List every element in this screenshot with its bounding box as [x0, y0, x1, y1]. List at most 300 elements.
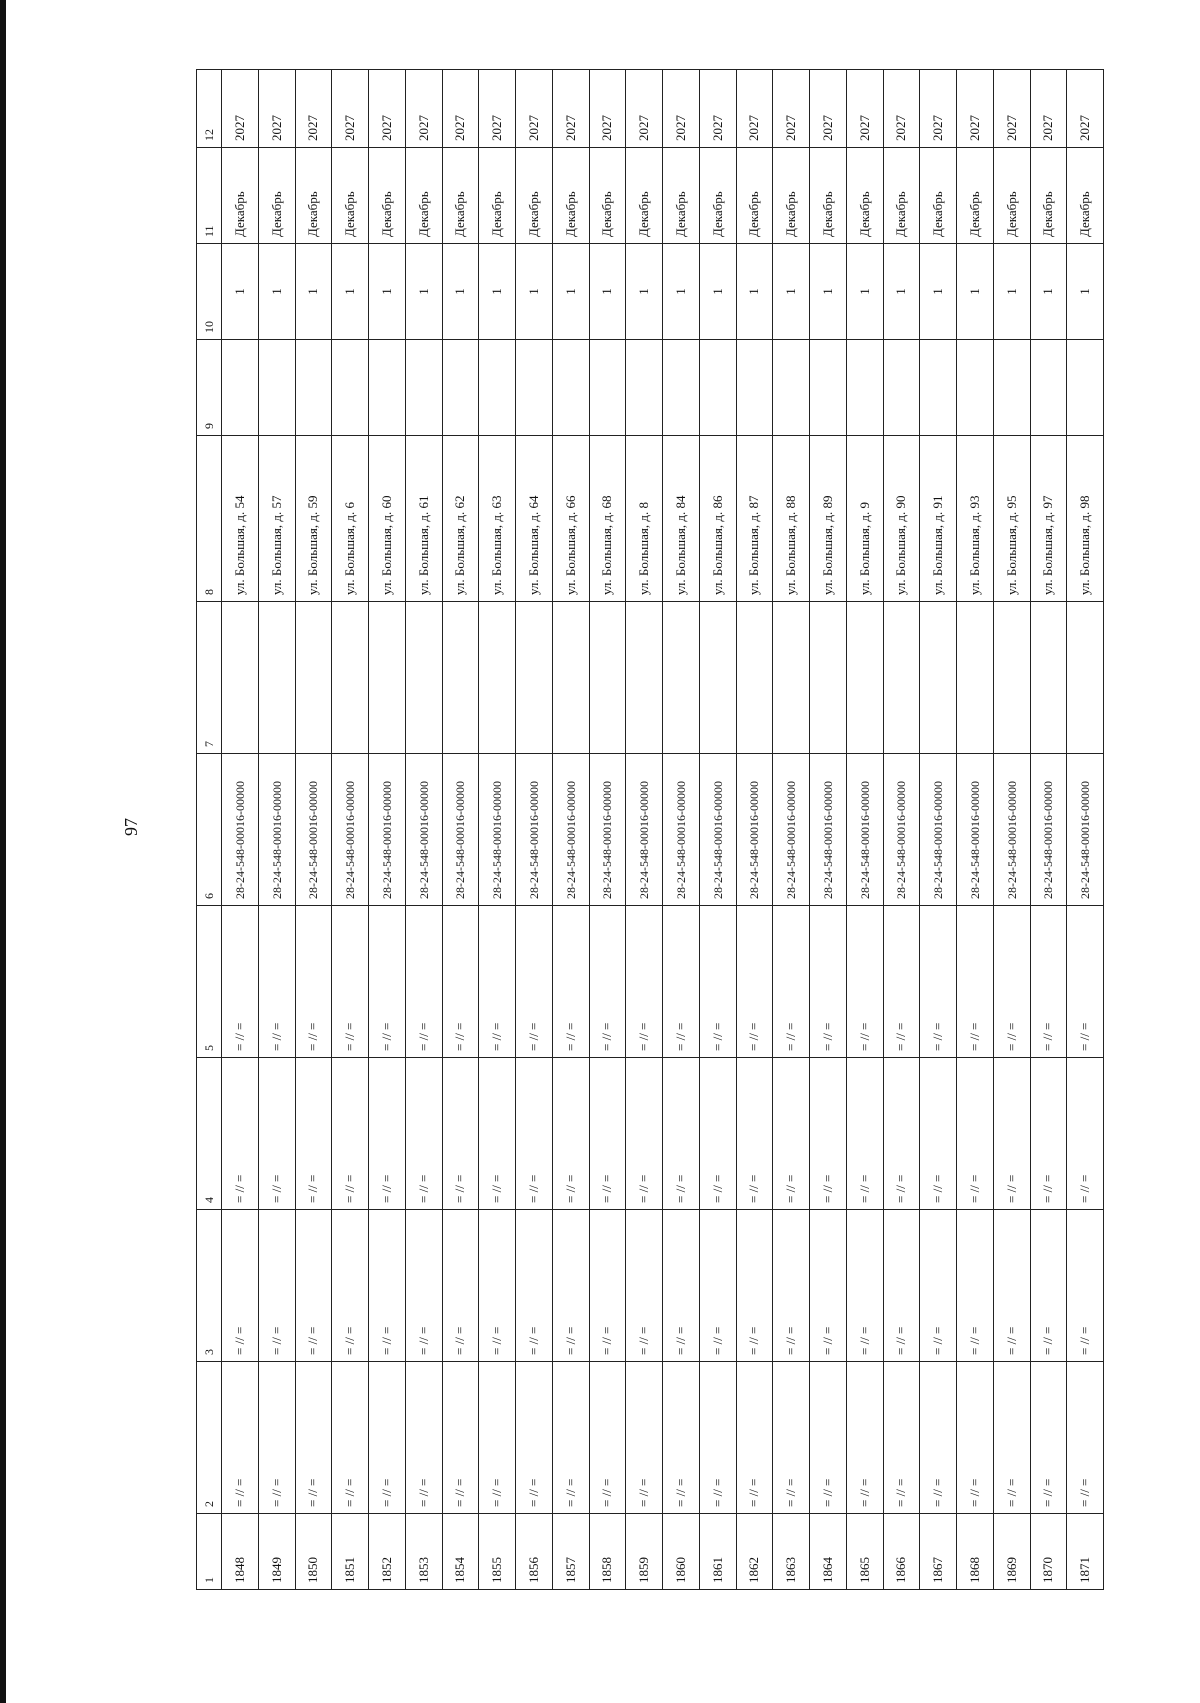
address-cell: ул. Большая, д. 98 [1067, 436, 1104, 602]
ditto-cell-2: = // = [663, 1362, 700, 1514]
row-number-cell: 1858 [589, 1514, 626, 1590]
month-cell: Декабрь [626, 148, 663, 244]
ditto-cell-5: = // = [552, 906, 589, 1058]
cadastral-code-cell: 28-24-548-00016-00000 [258, 754, 295, 906]
ditto-cell-5: = // = [1030, 906, 1067, 1058]
empty-cell-9 [1030, 340, 1067, 436]
cadastral-code-cell: 28-24-548-00016-00000 [846, 754, 883, 906]
empty-cell-7 [589, 602, 626, 754]
column-header-2: 2 [197, 1362, 222, 1514]
year-cell: 2027 [295, 70, 332, 148]
row-number-cell: 1861 [699, 1514, 736, 1590]
ditto-cell-2: = // = [1030, 1362, 1067, 1514]
empty-cell-7 [663, 602, 700, 754]
empty-cell-9 [883, 340, 920, 436]
scan-edge [0, 0, 6, 1703]
table-row [222, 70, 259, 1590]
year-cell: 2027 [516, 70, 553, 148]
address-cell: ул. Большая, д. 90 [883, 436, 920, 602]
address-cell: ул. Большая, д. 54 [222, 436, 259, 602]
count-cell: 1 [258, 244, 295, 340]
address-cell: ул. Большая, д. 84 [663, 436, 700, 602]
year-cell: 2027 [920, 70, 957, 148]
table-row [332, 70, 369, 1590]
empty-cell-7 [332, 602, 369, 754]
register-table [196, 69, 1104, 1590]
ditto-cell-2: = // = [405, 1362, 442, 1514]
year-cell: 2027 [369, 70, 406, 148]
address-cell: ул. Большая, д. 9 [846, 436, 883, 602]
page-number: 97 [121, 818, 141, 836]
ditto-cell-2: = // = [222, 1362, 259, 1514]
year-cell: 2027 [552, 70, 589, 148]
cadastral-code-cell: 28-24-548-00016-00000 [295, 754, 332, 906]
count-cell: 1 [405, 244, 442, 340]
ditto-cell-3: = // = [295, 1210, 332, 1362]
ditto-cell-3: = // = [810, 1210, 847, 1362]
count-cell: 1 [810, 244, 847, 340]
ditto-cell-3: = // = [993, 1210, 1030, 1362]
year-cell: 2027 [736, 70, 773, 148]
month-cell: Декабрь [552, 148, 589, 244]
ditto-cell-3: = // = [332, 1210, 369, 1362]
cadastral-code-cell: 28-24-548-00016-00000 [442, 754, 479, 906]
row-number-cell: 1868 [957, 1514, 994, 1590]
address-cell: ул. Большая, д. 95 [993, 436, 1030, 602]
empty-cell-7 [736, 602, 773, 754]
ditto-cell-2: = // = [626, 1362, 663, 1514]
column-header-1: 1 [197, 1514, 222, 1590]
count-cell: 1 [332, 244, 369, 340]
cadastral-code-cell: 28-24-548-00016-00000 [332, 754, 369, 906]
address-cell: ул. Большая, д. 68 [589, 436, 626, 602]
month-cell: Декабрь [516, 148, 553, 244]
empty-cell-9 [405, 340, 442, 436]
table-row [589, 70, 626, 1590]
row-number-cell: 1855 [479, 1514, 516, 1590]
cadastral-code-cell: 28-24-548-00016-00000 [883, 754, 920, 906]
cadastral-code-cell: 28-24-548-00016-00000 [736, 754, 773, 906]
year-cell: 2027 [883, 70, 920, 148]
empty-cell-9 [773, 340, 810, 436]
empty-cell-9 [589, 340, 626, 436]
month-cell: Декабрь [736, 148, 773, 244]
ditto-cell-4: = // = [663, 1058, 700, 1210]
table-row [957, 70, 994, 1590]
ditto-cell-2: = // = [442, 1362, 479, 1514]
header-row [197, 70, 222, 1590]
ditto-cell-2: = // = [846, 1362, 883, 1514]
empty-cell-7 [773, 602, 810, 754]
count-cell: 1 [626, 244, 663, 340]
ditto-cell-3: = // = [883, 1210, 920, 1362]
address-cell: ул. Большая, д. 6 [332, 436, 369, 602]
ditto-cell-4: = // = [1030, 1058, 1067, 1210]
empty-cell-9 [810, 340, 847, 436]
row-number-cell: 1849 [258, 1514, 295, 1590]
count-cell: 1 [993, 244, 1030, 340]
empty-cell-9 [663, 340, 700, 436]
ditto-cell-2: = // = [736, 1362, 773, 1514]
ditto-cell-5: = // = [883, 906, 920, 1058]
ditto-cell-4: = // = [258, 1058, 295, 1210]
count-cell: 1 [552, 244, 589, 340]
cadastral-code-cell: 28-24-548-00016-00000 [1067, 754, 1104, 906]
ditto-cell-4: = // = [442, 1058, 479, 1210]
row-number-cell: 1871 [1067, 1514, 1104, 1590]
month-cell: Декабрь [589, 148, 626, 244]
count-cell: 1 [589, 244, 626, 340]
cadastral-code-cell: 28-24-548-00016-00000 [369, 754, 406, 906]
cadastral-code-cell: 28-24-548-00016-00000 [222, 754, 259, 906]
ditto-cell-2: = // = [920, 1362, 957, 1514]
empty-cell-9 [369, 340, 406, 436]
cadastral-code-cell: 28-24-548-00016-00000 [626, 754, 663, 906]
ditto-cell-5: = // = [957, 906, 994, 1058]
empty-cell-7 [516, 602, 553, 754]
table-row [369, 70, 406, 1590]
count-cell: 1 [516, 244, 553, 340]
year-cell: 2027 [1030, 70, 1067, 148]
empty-cell-7 [957, 602, 994, 754]
year-cell: 2027 [663, 70, 700, 148]
empty-cell-9 [1067, 340, 1104, 436]
table-row [258, 70, 295, 1590]
ditto-cell-3: = // = [405, 1210, 442, 1362]
cadastral-code-cell: 28-24-548-00016-00000 [957, 754, 994, 906]
month-cell: Декабрь [222, 148, 259, 244]
ditto-cell-4: = // = [552, 1058, 589, 1210]
cadastral-code-cell: 28-24-548-00016-00000 [405, 754, 442, 906]
year-cell: 2027 [810, 70, 847, 148]
ditto-cell-5: = // = [222, 906, 259, 1058]
column-header-5: 5 [197, 906, 222, 1058]
ditto-cell-5: = // = [258, 906, 295, 1058]
month-cell: Декабрь [920, 148, 957, 244]
cadastral-code-cell: 28-24-548-00016-00000 [1030, 754, 1067, 906]
count-cell: 1 [663, 244, 700, 340]
table-row [442, 70, 479, 1590]
cadastral-code-cell: 28-24-548-00016-00000 [479, 754, 516, 906]
empty-cell-7 [846, 602, 883, 754]
empty-cell-9 [699, 340, 736, 436]
empty-cell-7 [993, 602, 1030, 754]
month-cell: Декабрь [663, 148, 700, 244]
row-number-cell: 1865 [846, 1514, 883, 1590]
row-number-cell: 1860 [663, 1514, 700, 1590]
address-cell: ул. Большая, д. 88 [773, 436, 810, 602]
empty-cell-9 [332, 340, 369, 436]
year-cell: 2027 [589, 70, 626, 148]
ditto-cell-4: = // = [993, 1058, 1030, 1210]
ditto-cell-4: = // = [957, 1058, 994, 1210]
count-cell: 1 [920, 244, 957, 340]
ditto-cell-5: = // = [442, 906, 479, 1058]
year-cell: 2027 [222, 70, 259, 148]
year-cell: 2027 [626, 70, 663, 148]
empty-cell-7 [810, 602, 847, 754]
ditto-cell-3: = // = [846, 1210, 883, 1362]
ditto-cell-4: = // = [405, 1058, 442, 1210]
year-cell: 2027 [332, 70, 369, 148]
address-cell: ул. Большая, д. 57 [258, 436, 295, 602]
ditto-cell-3: = // = [957, 1210, 994, 1362]
ditto-cell-4: = // = [626, 1058, 663, 1210]
table-row [516, 70, 553, 1590]
month-cell: Декабрь [479, 148, 516, 244]
ditto-cell-3: = // = [589, 1210, 626, 1362]
month-cell: Декабрь [1030, 148, 1067, 244]
ditto-cell-5: = // = [920, 906, 957, 1058]
month-cell: Декабрь [957, 148, 994, 244]
empty-cell-7 [369, 602, 406, 754]
row-number-cell: 1867 [920, 1514, 957, 1590]
column-header-10: 10 [197, 244, 222, 340]
address-cell: ул. Большая, д. 91 [920, 436, 957, 602]
month-cell: Декабрь [332, 148, 369, 244]
count-cell: 1 [846, 244, 883, 340]
ditto-cell-5: = // = [479, 906, 516, 1058]
table-body [222, 70, 1104, 1590]
address-cell: ул. Большая, д. 87 [736, 436, 773, 602]
empty-cell-7 [699, 602, 736, 754]
year-cell: 2027 [699, 70, 736, 148]
ditto-cell-3: = // = [736, 1210, 773, 1362]
ditto-cell-2: = // = [479, 1362, 516, 1514]
cadastral-code-cell: 28-24-548-00016-00000 [589, 754, 626, 906]
count-cell: 1 [442, 244, 479, 340]
count-cell: 1 [883, 244, 920, 340]
ditto-cell-4: = // = [773, 1058, 810, 1210]
cadastral-code-cell: 28-24-548-00016-00000 [993, 754, 1030, 906]
ditto-cell-5: = // = [295, 906, 332, 1058]
month-cell: Декабрь [810, 148, 847, 244]
ditto-cell-3: = // = [222, 1210, 259, 1362]
column-header-3: 3 [197, 1210, 222, 1362]
count-cell: 1 [222, 244, 259, 340]
count-cell: 1 [479, 244, 516, 340]
rotated-table-container [196, 70, 1104, 1590]
row-number-cell: 1863 [773, 1514, 810, 1590]
year-cell: 2027 [846, 70, 883, 148]
ditto-cell-5: = // = [993, 906, 1030, 1058]
address-cell: ул. Большая, д. 62 [442, 436, 479, 602]
ditto-cell-5: = // = [663, 906, 700, 1058]
column-header-11: 11 [197, 148, 222, 244]
ditto-cell-3: = // = [699, 1210, 736, 1362]
table-header [197, 70, 222, 1590]
empty-cell-9 [846, 340, 883, 436]
count-cell: 1 [295, 244, 332, 340]
table-row [699, 70, 736, 1590]
address-cell: ул. Большая, д. 97 [1030, 436, 1067, 602]
count-cell: 1 [1030, 244, 1067, 340]
cadastral-code-cell: 28-24-548-00016-00000 [810, 754, 847, 906]
empty-cell-7 [552, 602, 589, 754]
empty-cell-7 [920, 602, 957, 754]
ditto-cell-2: = // = [810, 1362, 847, 1514]
year-cell: 2027 [442, 70, 479, 148]
ditto-cell-3: = // = [479, 1210, 516, 1362]
empty-cell-9 [222, 340, 259, 436]
table-row [552, 70, 589, 1590]
ditto-cell-4: = // = [332, 1058, 369, 1210]
table-row [993, 70, 1030, 1590]
ditto-cell-2: = // = [369, 1362, 406, 1514]
ditto-cell-5: = // = [589, 906, 626, 1058]
empty-cell-9 [258, 340, 295, 436]
ditto-cell-2: = // = [258, 1362, 295, 1514]
empty-cell-7 [258, 602, 295, 754]
ditto-cell-2: = // = [1067, 1362, 1104, 1514]
column-header-12: 12 [197, 70, 222, 148]
ditto-cell-4: = // = [699, 1058, 736, 1210]
column-header-8: 8 [197, 436, 222, 602]
row-number-cell: 1850 [295, 1514, 332, 1590]
column-header-9: 9 [197, 340, 222, 436]
row-number-cell: 1864 [810, 1514, 847, 1590]
ditto-cell-4: = // = [222, 1058, 259, 1210]
month-cell: Декабрь [773, 148, 810, 244]
cadastral-code-cell: 28-24-548-00016-00000 [699, 754, 736, 906]
ditto-cell-4: = // = [846, 1058, 883, 1210]
address-cell: ул. Большая, д. 60 [369, 436, 406, 602]
row-number-cell: 1848 [222, 1514, 259, 1590]
ditto-cell-4: = // = [516, 1058, 553, 1210]
column-header-4: 4 [197, 1058, 222, 1210]
count-cell: 1 [369, 244, 406, 340]
ditto-cell-5: = // = [736, 906, 773, 1058]
year-cell: 2027 [957, 70, 994, 148]
cadastral-code-cell: 28-24-548-00016-00000 [516, 754, 553, 906]
empty-cell-7 [295, 602, 332, 754]
empty-cell-7 [442, 602, 479, 754]
ditto-cell-2: = // = [883, 1362, 920, 1514]
address-cell: ул. Большая, д. 61 [405, 436, 442, 602]
ditto-cell-5: = // = [773, 906, 810, 1058]
table-row [479, 70, 516, 1590]
empty-cell-9 [442, 340, 479, 436]
address-cell: ул. Большая, д. 89 [810, 436, 847, 602]
row-number-cell: 1859 [626, 1514, 663, 1590]
table-row [736, 70, 773, 1590]
address-cell: ул. Большая, д. 66 [552, 436, 589, 602]
empty-cell-9 [295, 340, 332, 436]
ditto-cell-4: = // = [479, 1058, 516, 1210]
ditto-cell-3: = // = [1067, 1210, 1104, 1362]
ditto-cell-5: = // = [405, 906, 442, 1058]
table-row [846, 70, 883, 1590]
empty-cell-7 [405, 602, 442, 754]
address-cell: ул. Большая, д. 93 [957, 436, 994, 602]
ditto-cell-4: = // = [736, 1058, 773, 1210]
cadastral-code-cell: 28-24-548-00016-00000 [920, 754, 957, 906]
month-cell: Декабрь [442, 148, 479, 244]
empty-cell-9 [920, 340, 957, 436]
empty-cell-7 [626, 602, 663, 754]
count-cell: 1 [699, 244, 736, 340]
empty-cell-9 [516, 340, 553, 436]
column-header-7: 7 [197, 602, 222, 754]
empty-cell-9 [626, 340, 663, 436]
month-cell: Декабрь [258, 148, 295, 244]
month-cell: Декабрь [1067, 148, 1104, 244]
empty-cell-9 [736, 340, 773, 436]
ditto-cell-4: = // = [369, 1058, 406, 1210]
address-cell: ул. Большая, д. 64 [516, 436, 553, 602]
ditto-cell-4: = // = [1067, 1058, 1104, 1210]
ditto-cell-2: = // = [332, 1362, 369, 1514]
table-row [663, 70, 700, 1590]
month-cell: Декабрь [369, 148, 406, 244]
ditto-cell-5: = // = [369, 906, 406, 1058]
ditto-cell-2: = // = [773, 1362, 810, 1514]
ditto-cell-3: = // = [516, 1210, 553, 1362]
month-cell: Декабрь [699, 148, 736, 244]
row-number-cell: 1870 [1030, 1514, 1067, 1590]
ditto-cell-5: = // = [810, 906, 847, 1058]
ditto-cell-2: = // = [295, 1362, 332, 1514]
ditto-cell-4: = // = [295, 1058, 332, 1210]
empty-cell-7 [1030, 602, 1067, 754]
address-cell: ул. Большая, д. 63 [479, 436, 516, 602]
ditto-cell-3: = // = [258, 1210, 295, 1362]
ditto-cell-3: = // = [626, 1210, 663, 1362]
row-number-cell: 1851 [332, 1514, 369, 1590]
row-number-cell: 1869 [993, 1514, 1030, 1590]
row-number-cell: 1852 [369, 1514, 406, 1590]
table-row [773, 70, 810, 1590]
ditto-cell-3: = // = [442, 1210, 479, 1362]
empty-cell-9 [993, 340, 1030, 436]
row-number-cell: 1854 [442, 1514, 479, 1590]
year-cell: 2027 [479, 70, 516, 148]
ditto-cell-3: = // = [773, 1210, 810, 1362]
table-row [810, 70, 847, 1590]
ditto-cell-2: = // = [957, 1362, 994, 1514]
year-cell: 2027 [993, 70, 1030, 148]
cadastral-code-cell: 28-24-548-00016-00000 [552, 754, 589, 906]
table-row [920, 70, 957, 1590]
ditto-cell-3: = // = [369, 1210, 406, 1362]
ditto-cell-2: = // = [552, 1362, 589, 1514]
ditto-cell-5: = // = [846, 906, 883, 1058]
empty-cell-7 [883, 602, 920, 754]
ditto-cell-2: = // = [993, 1362, 1030, 1514]
ditto-cell-2: = // = [699, 1362, 736, 1514]
row-number-cell: 1857 [552, 1514, 589, 1590]
row-number-cell: 1856 [516, 1514, 553, 1590]
month-cell: Декабрь [883, 148, 920, 244]
count-cell: 1 [773, 244, 810, 340]
ditto-cell-5: = // = [516, 906, 553, 1058]
table-row [1030, 70, 1067, 1590]
ditto-cell-5: = // = [699, 906, 736, 1058]
table-row [405, 70, 442, 1590]
year-cell: 2027 [1067, 70, 1104, 148]
month-cell: Декабрь [846, 148, 883, 244]
address-cell: ул. Большая, д. 8 [626, 436, 663, 602]
empty-cell-9 [957, 340, 994, 436]
row-number-cell: 1866 [883, 1514, 920, 1590]
empty-cell-7 [1067, 602, 1104, 754]
ditto-cell-3: = // = [920, 1210, 957, 1362]
year-cell: 2027 [258, 70, 295, 148]
table-row [295, 70, 332, 1590]
cadastral-code-cell: 28-24-548-00016-00000 [773, 754, 810, 906]
ditto-cell-4: = // = [589, 1058, 626, 1210]
ditto-cell-5: = // = [1067, 906, 1104, 1058]
